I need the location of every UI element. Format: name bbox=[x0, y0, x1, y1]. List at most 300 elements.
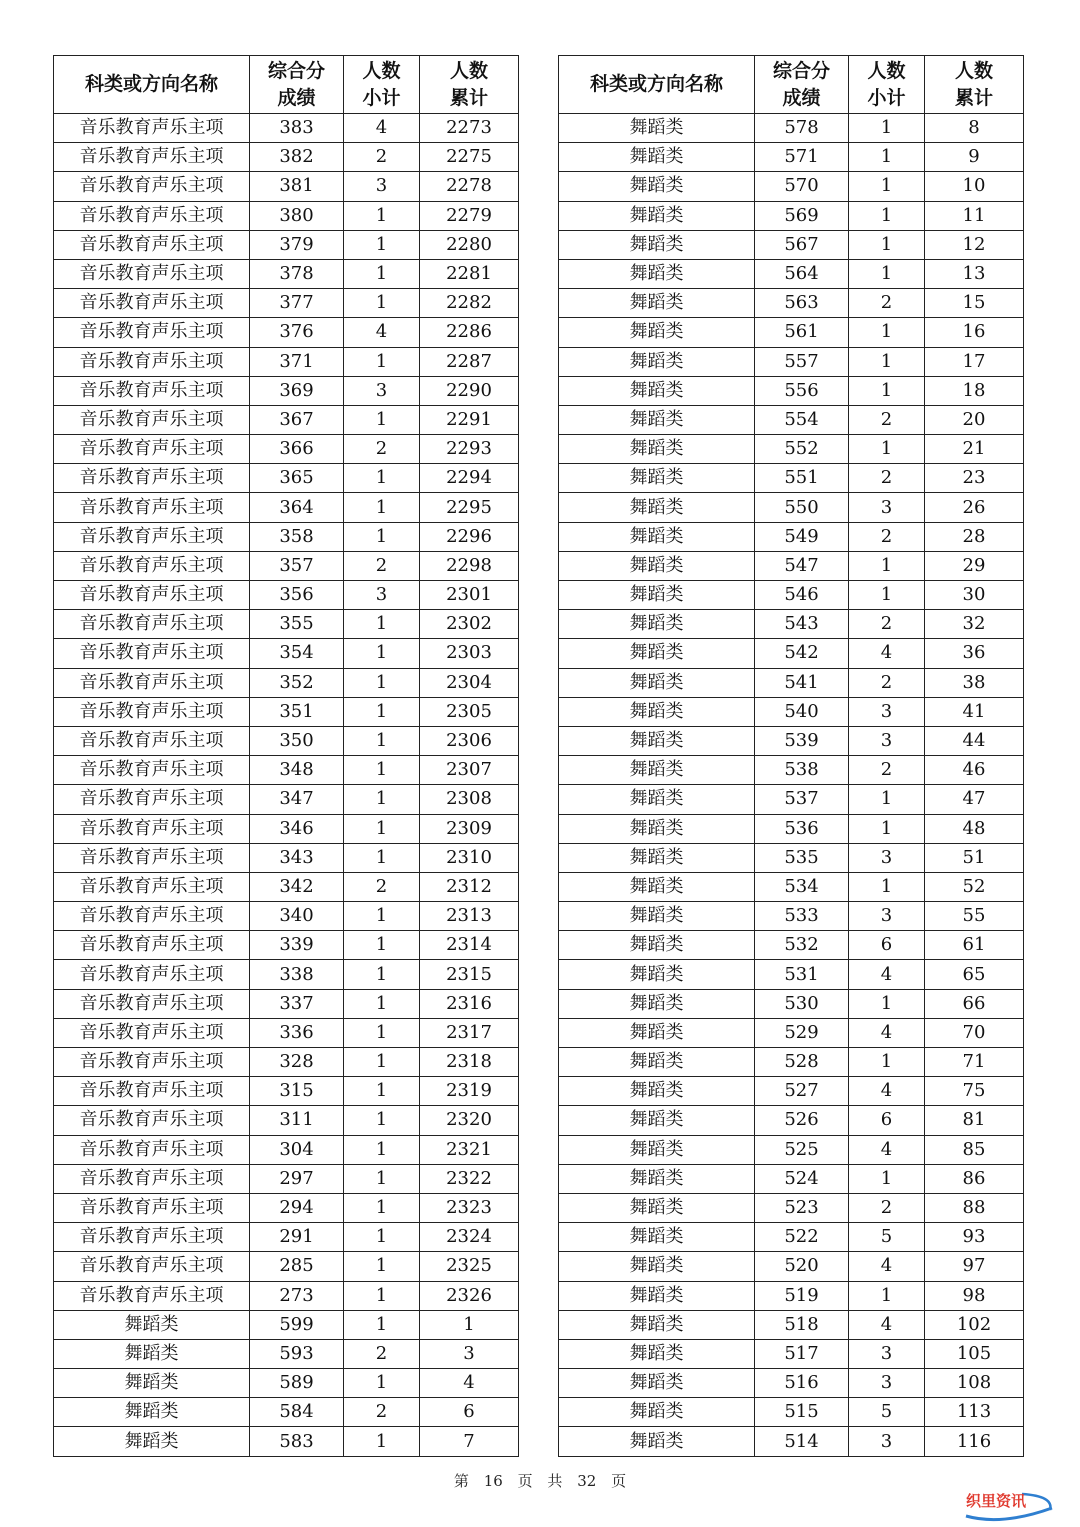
cell-score: 351 bbox=[250, 697, 344, 726]
cell-count: 1 bbox=[344, 1281, 420, 1310]
table-row bbox=[54, 1106, 519, 1135]
cell-count: 4 bbox=[849, 1077, 925, 1106]
cell-count: 1 bbox=[344, 522, 420, 551]
cell-score: 378 bbox=[250, 259, 344, 288]
cell-score: 530 bbox=[755, 989, 849, 1018]
cell-name: 舞蹈类 bbox=[559, 581, 755, 610]
score-table-left bbox=[53, 55, 519, 1457]
cell-cumulative: 15 bbox=[925, 289, 1024, 318]
table-row bbox=[54, 902, 519, 931]
header-count-line2: 小计 bbox=[867, 86, 906, 109]
header-name bbox=[54, 56, 250, 114]
cell-count: 4 bbox=[849, 1252, 925, 1281]
cell-count: 6 bbox=[849, 1106, 925, 1135]
table-row bbox=[559, 347, 1024, 376]
table-row bbox=[54, 1048, 519, 1077]
cell-score: 554 bbox=[755, 405, 849, 434]
cell-cumulative: 2273 bbox=[420, 114, 519, 143]
cell-name: 舞蹈类 bbox=[559, 1427, 755, 1456]
cell-name: 舞蹈类 bbox=[559, 1135, 755, 1164]
cell-cumulative: 12 bbox=[925, 230, 1024, 259]
cell-name: 音乐教育声乐主项 bbox=[54, 551, 250, 580]
cell-name: 舞蹈类 bbox=[559, 989, 755, 1018]
cell-cumulative: 2313 bbox=[420, 902, 519, 931]
cell-score: 552 bbox=[755, 435, 849, 464]
cell-score: 563 bbox=[755, 289, 849, 318]
table-row bbox=[54, 435, 519, 464]
cell-count: 3 bbox=[849, 1339, 925, 1368]
cell-cumulative: 2302 bbox=[420, 610, 519, 639]
cell-score: 525 bbox=[755, 1135, 849, 1164]
cell-count: 2 bbox=[849, 668, 925, 697]
cell-cumulative: 108 bbox=[925, 1369, 1024, 1398]
header-score-line2: 成绩 bbox=[782, 86, 821, 109]
cell-score: 527 bbox=[755, 1077, 849, 1106]
cell-name: 音乐教育声乐主项 bbox=[54, 843, 250, 872]
cell-cumulative: 2321 bbox=[420, 1135, 519, 1164]
cell-name: 舞蹈类 bbox=[559, 259, 755, 288]
cell-count: 3 bbox=[849, 902, 925, 931]
cell-count: 1 bbox=[344, 1310, 420, 1339]
header-name bbox=[559, 56, 755, 114]
cell-score: 343 bbox=[250, 843, 344, 872]
cell-cumulative: 47 bbox=[925, 785, 1024, 814]
table-row bbox=[559, 581, 1024, 610]
table-row bbox=[54, 814, 519, 843]
cell-name: 舞蹈类 bbox=[559, 201, 755, 230]
cell-count: 1 bbox=[344, 610, 420, 639]
cell-count: 1 bbox=[344, 756, 420, 785]
cell-count: 3 bbox=[849, 493, 925, 522]
table-row bbox=[54, 1427, 519, 1456]
cell-count: 1 bbox=[849, 143, 925, 172]
table-row bbox=[559, 405, 1024, 434]
cell-score: 338 bbox=[250, 960, 344, 989]
table-row bbox=[54, 960, 519, 989]
table-row bbox=[559, 522, 1024, 551]
cell-score: 294 bbox=[250, 1193, 344, 1222]
cell-name: 舞蹈类 bbox=[559, 668, 755, 697]
cell-score: 593 bbox=[250, 1339, 344, 1368]
footer-label-gong: 共 bbox=[547, 1472, 563, 1490]
cell-cumulative: 9 bbox=[925, 143, 1024, 172]
cell-name: 音乐教育声乐主项 bbox=[54, 1018, 250, 1047]
table-row bbox=[559, 960, 1024, 989]
cell-cumulative: 21 bbox=[925, 435, 1024, 464]
cell-score: 364 bbox=[250, 493, 344, 522]
cell-score: 543 bbox=[755, 610, 849, 639]
cell-count: 3 bbox=[849, 697, 925, 726]
cell-count: 2 bbox=[344, 143, 420, 172]
cell-count: 4 bbox=[849, 1310, 925, 1339]
cell-count: 2 bbox=[344, 551, 420, 580]
table-row bbox=[54, 1339, 519, 1368]
cell-name: 音乐教育声乐主项 bbox=[54, 201, 250, 230]
table-row bbox=[54, 1193, 519, 1222]
table-row bbox=[54, 1281, 519, 1310]
cell-count: 1 bbox=[344, 814, 420, 843]
cell-cumulative: 2312 bbox=[420, 872, 519, 901]
table-row bbox=[559, 697, 1024, 726]
cell-name: 音乐教育声乐主项 bbox=[54, 697, 250, 726]
cell-count: 1 bbox=[849, 551, 925, 580]
cell-cumulative: 18 bbox=[925, 376, 1024, 405]
cell-cumulative: 44 bbox=[925, 726, 1024, 755]
cell-cumulative: 2301 bbox=[420, 581, 519, 610]
cell-score: 561 bbox=[755, 318, 849, 347]
cell-cumulative: 2318 bbox=[420, 1048, 519, 1077]
cell-cumulative: 2275 bbox=[420, 143, 519, 172]
table-row bbox=[54, 581, 519, 610]
header-name-label: 科类或方向名称 bbox=[84, 73, 218, 95]
table-row bbox=[54, 172, 519, 201]
cell-score: 518 bbox=[755, 1310, 849, 1339]
table-row bbox=[559, 551, 1024, 580]
table-body-right bbox=[559, 114, 1024, 1457]
cell-cumulative: 41 bbox=[925, 697, 1024, 726]
cell-score: 371 bbox=[250, 347, 344, 376]
cell-score: 584 bbox=[250, 1398, 344, 1427]
cell-score: 514 bbox=[755, 1427, 849, 1456]
cell-name: 舞蹈类 bbox=[559, 1164, 755, 1193]
table-row bbox=[54, 347, 519, 376]
cell-cumulative: 2290 bbox=[420, 376, 519, 405]
cell-cumulative: 2325 bbox=[420, 1252, 519, 1281]
table-row bbox=[559, 376, 1024, 405]
cell-name: 音乐教育声乐主项 bbox=[54, 143, 250, 172]
cell-name: 音乐教育声乐主项 bbox=[54, 1164, 250, 1193]
cell-count: 1 bbox=[344, 1164, 420, 1193]
cell-name: 舞蹈类 bbox=[559, 960, 755, 989]
cell-name: 舞蹈类 bbox=[559, 405, 755, 434]
table-row bbox=[54, 114, 519, 143]
cell-count: 4 bbox=[849, 1135, 925, 1164]
table-row bbox=[54, 931, 519, 960]
header-cumulative-line1: 人数 bbox=[954, 59, 993, 82]
cell-count: 2 bbox=[849, 289, 925, 318]
cell-cumulative: 52 bbox=[925, 872, 1024, 901]
cell-score: 339 bbox=[250, 931, 344, 960]
table-row bbox=[54, 259, 519, 288]
cell-cumulative: 2296 bbox=[420, 522, 519, 551]
cell-cumulative: 13 bbox=[925, 259, 1024, 288]
cell-cumulative: 2308 bbox=[420, 785, 519, 814]
cell-name: 音乐教育声乐主项 bbox=[54, 726, 250, 755]
table-row bbox=[54, 1310, 519, 1339]
cell-score: 564 bbox=[755, 259, 849, 288]
cell-count: 1 bbox=[849, 1048, 925, 1077]
cell-count: 6 bbox=[849, 931, 925, 960]
table-row bbox=[54, 697, 519, 726]
cell-name: 音乐教育声乐主项 bbox=[54, 1077, 250, 1106]
header-count-line1: 人数 bbox=[362, 59, 401, 82]
cell-name: 舞蹈类 bbox=[559, 172, 755, 201]
cell-score: 546 bbox=[755, 581, 849, 610]
cell-count: 1 bbox=[849, 230, 925, 259]
table-row bbox=[54, 493, 519, 522]
cell-score: 358 bbox=[250, 522, 344, 551]
cell-count: 3 bbox=[849, 843, 925, 872]
cell-score: 520 bbox=[755, 1252, 849, 1281]
cell-score: 532 bbox=[755, 931, 849, 960]
cell-name: 舞蹈类 bbox=[559, 814, 755, 843]
cell-score: 356 bbox=[250, 581, 344, 610]
cell-score: 369 bbox=[250, 376, 344, 405]
table-row bbox=[559, 143, 1024, 172]
cell-count: 1 bbox=[344, 785, 420, 814]
table-row bbox=[54, 989, 519, 1018]
cell-count: 1 bbox=[344, 931, 420, 960]
cell-cumulative: 71 bbox=[925, 1048, 1024, 1077]
table-row bbox=[559, 1339, 1024, 1368]
table-row bbox=[54, 1164, 519, 1193]
cell-score: 382 bbox=[250, 143, 344, 172]
cell-name: 音乐教育声乐主项 bbox=[54, 435, 250, 464]
cell-name: 舞蹈类 bbox=[559, 1252, 755, 1281]
cell-score: 328 bbox=[250, 1048, 344, 1077]
cell-score: 347 bbox=[250, 785, 344, 814]
cell-score: 342 bbox=[250, 872, 344, 901]
cell-score: 519 bbox=[755, 1281, 849, 1310]
cell-cumulative: 113 bbox=[925, 1398, 1024, 1427]
footer-label-ye: 页 bbox=[517, 1472, 533, 1490]
header-cumulative-line1: 人数 bbox=[449, 59, 488, 82]
cell-name: 舞蹈类 bbox=[559, 931, 755, 960]
table-body-left bbox=[54, 114, 519, 1457]
cell-name: 舞蹈类 bbox=[559, 872, 755, 901]
cell-name: 舞蹈类 bbox=[559, 230, 755, 259]
cell-cumulative: 2291 bbox=[420, 405, 519, 434]
cell-name: 音乐教育声乐主项 bbox=[54, 960, 250, 989]
cell-count: 2 bbox=[849, 464, 925, 493]
cell-score: 383 bbox=[250, 114, 344, 143]
table-row bbox=[559, 668, 1024, 697]
cell-count: 1 bbox=[849, 1281, 925, 1310]
table-row bbox=[559, 464, 1024, 493]
table-row bbox=[559, 1164, 1024, 1193]
cell-score: 355 bbox=[250, 610, 344, 639]
cell-count: 5 bbox=[849, 1398, 925, 1427]
cell-cumulative: 2314 bbox=[420, 931, 519, 960]
cell-cumulative: 2282 bbox=[420, 289, 519, 318]
table-row bbox=[559, 289, 1024, 318]
cell-score: 285 bbox=[250, 1252, 344, 1281]
cell-count: 1 bbox=[849, 581, 925, 610]
header-cumulative bbox=[925, 56, 1024, 114]
cell-name: 舞蹈类 bbox=[559, 697, 755, 726]
cell-count: 3 bbox=[849, 1369, 925, 1398]
cell-cumulative: 2319 bbox=[420, 1077, 519, 1106]
table-row bbox=[559, 259, 1024, 288]
table-row bbox=[559, 1048, 1024, 1077]
cell-name: 舞蹈类 bbox=[559, 435, 755, 464]
table-row bbox=[559, 1018, 1024, 1047]
score-table-right bbox=[558, 55, 1024, 1457]
cell-cumulative: 48 bbox=[925, 814, 1024, 843]
cell-name: 音乐教育声乐主项 bbox=[54, 785, 250, 814]
cell-name: 舞蹈类 bbox=[559, 1398, 755, 1427]
cell-cumulative: 2316 bbox=[420, 989, 519, 1018]
cell-score: 381 bbox=[250, 172, 344, 201]
cell-name: 舞蹈类 bbox=[559, 756, 755, 785]
cell-score: 515 bbox=[755, 1398, 849, 1427]
cell-cumulative: 97 bbox=[925, 1252, 1024, 1281]
cell-name: 舞蹈类 bbox=[54, 1398, 250, 1427]
cell-cumulative: 2320 bbox=[420, 1106, 519, 1135]
table-row bbox=[54, 639, 519, 668]
cell-name: 音乐教育声乐主项 bbox=[54, 1281, 250, 1310]
cell-count: 1 bbox=[849, 347, 925, 376]
cell-name: 音乐教育声乐主项 bbox=[54, 405, 250, 434]
cell-name: 舞蹈类 bbox=[54, 1369, 250, 1398]
cell-name: 音乐教育声乐主项 bbox=[54, 814, 250, 843]
cell-count: 1 bbox=[344, 201, 420, 230]
cell-name: 舞蹈类 bbox=[559, 726, 755, 755]
cell-score: 352 bbox=[250, 668, 344, 697]
cell-score: 304 bbox=[250, 1135, 344, 1164]
cell-score: 542 bbox=[755, 639, 849, 668]
cell-score: 556 bbox=[755, 376, 849, 405]
cell-name: 舞蹈类 bbox=[559, 1339, 755, 1368]
cell-cumulative: 30 bbox=[925, 581, 1024, 610]
cell-count: 4 bbox=[344, 114, 420, 143]
cell-name: 音乐教育声乐主项 bbox=[54, 639, 250, 668]
cell-cumulative: 26 bbox=[925, 493, 1024, 522]
table-row bbox=[559, 230, 1024, 259]
cell-score: 541 bbox=[755, 668, 849, 697]
table-row bbox=[559, 1252, 1024, 1281]
cell-cumulative: 116 bbox=[925, 1427, 1024, 1456]
cell-count: 1 bbox=[344, 726, 420, 755]
cell-cumulative: 20 bbox=[925, 405, 1024, 434]
cell-score: 526 bbox=[755, 1106, 849, 1135]
cell-cumulative: 10 bbox=[925, 172, 1024, 201]
cell-cumulative: 28 bbox=[925, 522, 1024, 551]
header-count-line1: 人数 bbox=[867, 59, 906, 82]
footer-current-page: 16 bbox=[483, 1472, 503, 1490]
footer-total-pages: 32 bbox=[577, 1472, 597, 1490]
header-cumulative bbox=[420, 56, 519, 114]
cell-cumulative: 51 bbox=[925, 843, 1024, 872]
cell-name: 舞蹈类 bbox=[559, 493, 755, 522]
table-row bbox=[559, 1193, 1024, 1222]
table-row bbox=[54, 201, 519, 230]
cell-cumulative: 2286 bbox=[420, 318, 519, 347]
table-row bbox=[559, 814, 1024, 843]
cell-score: 379 bbox=[250, 230, 344, 259]
cell-name: 音乐教育声乐主项 bbox=[54, 230, 250, 259]
cell-cumulative: 2281 bbox=[420, 259, 519, 288]
cell-count: 1 bbox=[344, 1018, 420, 1047]
footer-label-ye-2: 页 bbox=[611, 1472, 627, 1490]
cell-score: 528 bbox=[755, 1048, 849, 1077]
cell-count: 3 bbox=[849, 726, 925, 755]
cell-score: 348 bbox=[250, 756, 344, 785]
cell-count: 1 bbox=[344, 1252, 420, 1281]
cell-name: 舞蹈类 bbox=[559, 318, 755, 347]
table-row bbox=[559, 785, 1024, 814]
table-row bbox=[559, 726, 1024, 755]
cell-cumulative: 46 bbox=[925, 756, 1024, 785]
cell-count: 1 bbox=[849, 814, 925, 843]
cell-count: 5 bbox=[849, 1223, 925, 1252]
cell-name: 音乐教育声乐主项 bbox=[54, 1135, 250, 1164]
table-row bbox=[559, 1106, 1024, 1135]
table-row bbox=[559, 872, 1024, 901]
cell-cumulative: 75 bbox=[925, 1077, 1024, 1106]
table-row bbox=[559, 201, 1024, 230]
cell-count: 1 bbox=[344, 843, 420, 872]
cell-count: 3 bbox=[344, 376, 420, 405]
cell-score: 517 bbox=[755, 1339, 849, 1368]
cell-score: 537 bbox=[755, 785, 849, 814]
cell-score: 346 bbox=[250, 814, 344, 843]
cell-name: 音乐教育声乐主项 bbox=[54, 1106, 250, 1135]
table-row bbox=[54, 1223, 519, 1252]
table-row bbox=[559, 902, 1024, 931]
cell-cumulative: 2322 bbox=[420, 1164, 519, 1193]
cell-score: 350 bbox=[250, 726, 344, 755]
cell-score: 547 bbox=[755, 551, 849, 580]
cell-count: 3 bbox=[344, 581, 420, 610]
cell-cumulative: 102 bbox=[925, 1310, 1024, 1339]
table-row bbox=[559, 843, 1024, 872]
cell-count: 4 bbox=[849, 1018, 925, 1047]
header-cumulative-line2: 累计 bbox=[449, 86, 488, 109]
cell-score: 599 bbox=[250, 1310, 344, 1339]
cell-cumulative: 2317 bbox=[420, 1018, 519, 1047]
cell-count: 1 bbox=[344, 639, 420, 668]
table-row bbox=[559, 989, 1024, 1018]
cell-score: 549 bbox=[755, 522, 849, 551]
cell-cumulative: 65 bbox=[925, 960, 1024, 989]
cell-count: 1 bbox=[849, 201, 925, 230]
cell-count: 1 bbox=[344, 1223, 420, 1252]
cell-count: 1 bbox=[344, 989, 420, 1018]
cell-name: 音乐教育声乐主项 bbox=[54, 902, 250, 931]
cell-cumulative: 3 bbox=[420, 1339, 519, 1368]
cell-score: 297 bbox=[250, 1164, 344, 1193]
cell-count: 1 bbox=[344, 405, 420, 434]
cell-count: 1 bbox=[344, 960, 420, 989]
cell-cumulative: 2278 bbox=[420, 172, 519, 201]
table-row bbox=[54, 405, 519, 434]
cell-name: 音乐教育声乐主项 bbox=[54, 1193, 250, 1222]
cell-score: 557 bbox=[755, 347, 849, 376]
cell-cumulative: 29 bbox=[925, 551, 1024, 580]
cell-count: 1 bbox=[344, 230, 420, 259]
cell-cumulative: 16 bbox=[925, 318, 1024, 347]
cell-score: 366 bbox=[250, 435, 344, 464]
table-row bbox=[54, 726, 519, 755]
cell-score: 571 bbox=[755, 143, 849, 172]
table-row bbox=[54, 1018, 519, 1047]
cell-name: 舞蹈类 bbox=[559, 143, 755, 172]
cell-cumulative: 2326 bbox=[420, 1281, 519, 1310]
table-row bbox=[54, 522, 519, 551]
table-row bbox=[559, 610, 1024, 639]
header-score bbox=[250, 56, 344, 114]
cell-cumulative: 2307 bbox=[420, 756, 519, 785]
cell-name: 舞蹈类 bbox=[54, 1427, 250, 1456]
table-row bbox=[559, 1135, 1024, 1164]
cell-count: 1 bbox=[849, 785, 925, 814]
table-row bbox=[54, 1398, 519, 1427]
cell-name: 音乐教育声乐主项 bbox=[54, 259, 250, 288]
table-row bbox=[54, 610, 519, 639]
watermark-logo bbox=[962, 1486, 1058, 1526]
cell-name: 舞蹈类 bbox=[559, 1077, 755, 1106]
